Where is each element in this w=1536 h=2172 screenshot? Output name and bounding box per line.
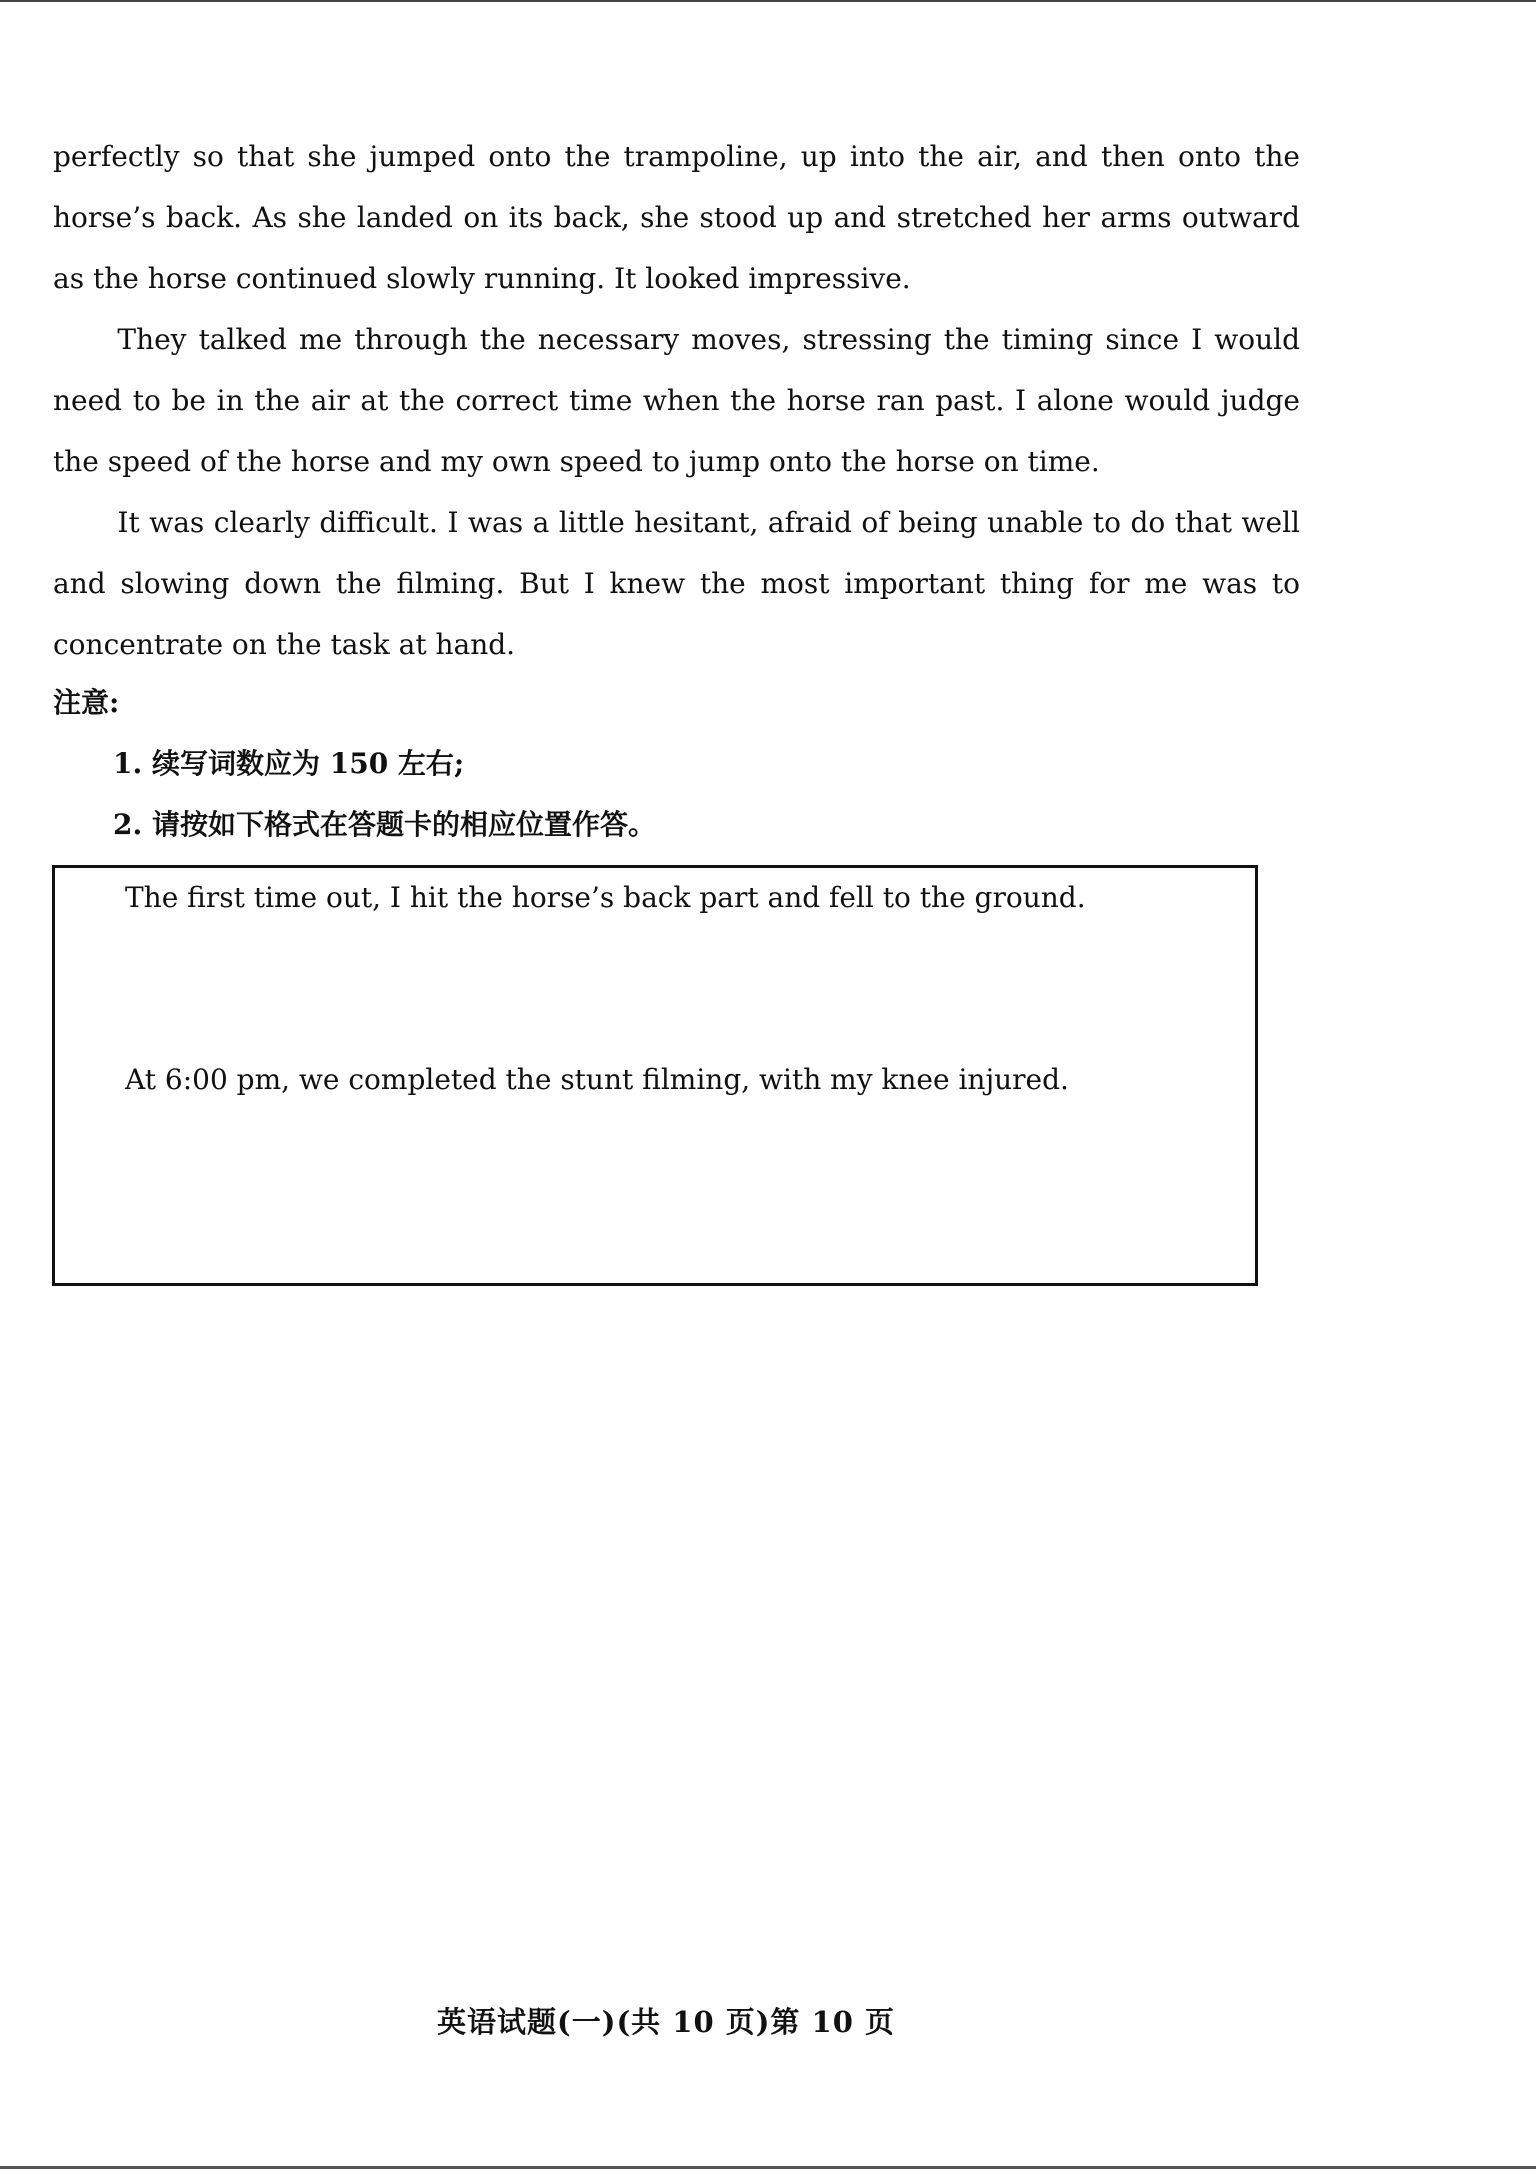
- note-item-answer-format: 2. 请按如下格式在答题卡的相应位置作答。: [113, 808, 656, 841]
- instructions-notes: [53, 672, 1300, 855]
- notes-heading: 注意:: [53, 686, 120, 719]
- bottom-border-line: [0, 2166, 1536, 2169]
- story-passage: [53, 126, 1300, 675]
- note-item-word-count: 1. 续写词数应为 150 左右;: [113, 747, 465, 780]
- passage-paragraph: It was clearly difficult. I was a little hesitant, afraid of being unable to do that well and slowing down the filming. But I knew the most important thing for me was to concentrate on the task at hand.: [53, 506, 1300, 661]
- passage-paragraph: They talked me through the necessary moves, stressing the timing since I would need to be in the air at the correct time when the horse ran past. I alone would judge the speed of the horse and my own speed to jump onto the horse on time.: [53, 323, 1300, 478]
- paragraph-opening-2: At 6:00 pm, we completed the stunt filming, with my knee injured.: [125, 1063, 1069, 1096]
- answer-format-box: [52, 865, 1258, 1286]
- page-footer: 英语试题(一)(共 10 页)第 10 页: [437, 2005, 895, 2039]
- top-border-line: [0, 0, 1536, 2]
- paragraph-opening-1: The first time out, I hit the horse’s back part and fell to the ground.: [125, 881, 1086, 914]
- passage-paragraph: perfectly so that she jumped onto the trampoline, up into the air, and then onto the horse’s back. As she landed on its back, she stood up and stretched her arms outward as the horse continued slowly running. It looked impressive.: [53, 140, 1300, 295]
